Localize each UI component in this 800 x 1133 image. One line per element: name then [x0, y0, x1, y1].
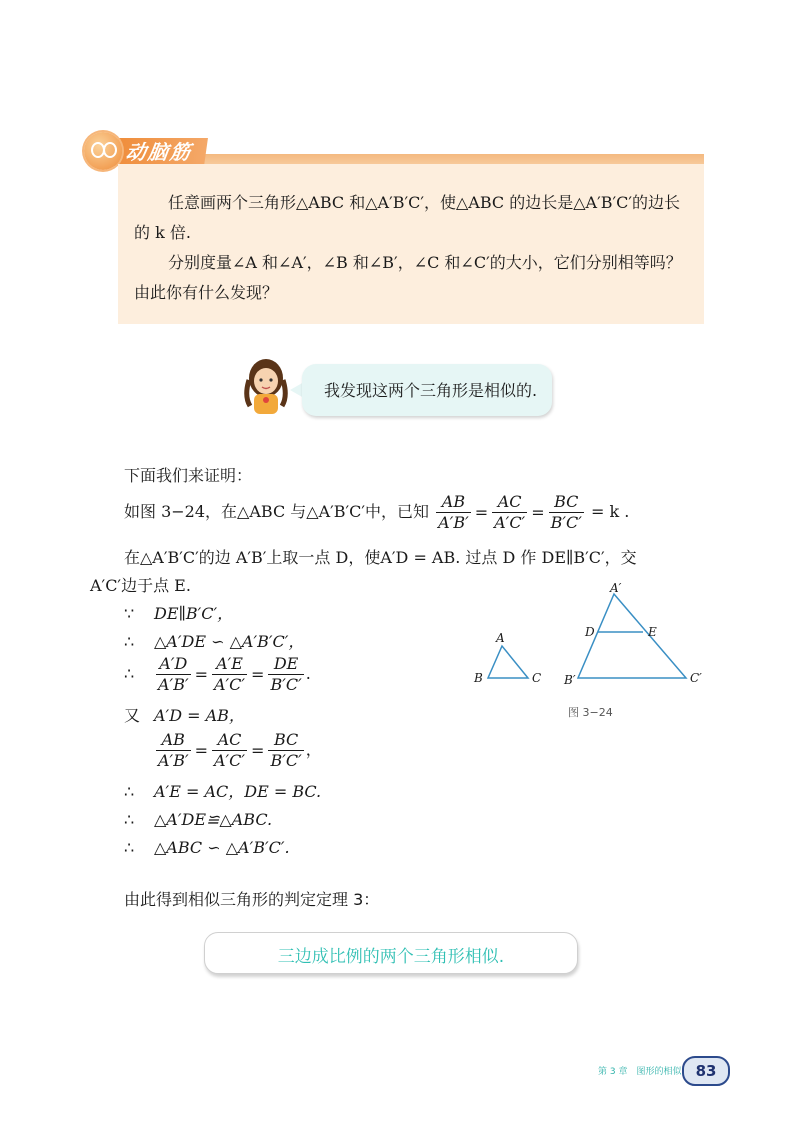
denominator: A′C′ [213, 675, 246, 694]
speech-text: 我发现这两个三角形是相似的. [324, 381, 538, 400]
equals-sign: = [251, 740, 265, 760]
proof-step-text: A′E = AC，DE = BC. [154, 782, 322, 801]
label-a: A [496, 631, 505, 645]
theorem-text: 三边成比例的两个三角形相似. [277, 947, 505, 967]
equals-sign: = [531, 502, 545, 522]
again-word: 又 [124, 706, 141, 725]
proof-construct-2: A′C′边于点 E. [90, 576, 191, 595]
label-a-prime: A′ [610, 582, 622, 595]
label-c-prime: C′ [690, 671, 702, 685]
numerator: AC [212, 730, 247, 751]
therefore-symbol: ∴ [124, 664, 135, 683]
denominator: B′C′ [270, 675, 302, 694]
fraction [549, 492, 584, 533]
equals-sign: = [194, 740, 208, 760]
because-symbol: ∵ [124, 604, 135, 623]
page-number: 83 [695, 1062, 717, 1080]
numerator: BC [549, 492, 584, 513]
denominator: A′C′ [494, 513, 526, 532]
denominator: B′C′ [270, 751, 302, 770]
proof-step-5 [154, 730, 322, 771]
proof-construct-1: 在△A′B′C′的边 A′B′上取一点 D，使A′D = AB. 过点 D 作 DE∥B′C′，交 [124, 548, 637, 567]
proof-step-1 [124, 602, 233, 626]
numerator: AC [492, 492, 527, 513]
think-box [118, 164, 704, 324]
conclusion-text: 由此得到相似三角形的判定定理 3： [124, 890, 380, 909]
small-triangle [488, 646, 528, 678]
numerator: DE [268, 654, 303, 675]
fraction [212, 654, 247, 695]
think-line-1: 任意画两个三角形△ABC 和△A′B′C′，使△ABC 的边长是△A′B′C′的边长 [168, 193, 681, 212]
triangle-figure [462, 582, 722, 702]
proof-step-text: △A′DE ∽ △A′B′C′， [154, 632, 305, 651]
figure-caption: 图 3−24 [568, 706, 613, 719]
proof-step-text: △ABC ∽ △A′B′C′. [154, 838, 290, 857]
numerator: BC [268, 730, 303, 751]
proof-step-text: △A′DE≌△ABC. [154, 810, 273, 829]
proof-step-2 [124, 630, 304, 654]
proof-step-7 [124, 808, 272, 832]
numerator: AB [156, 730, 191, 751]
denominator: A′C′ [213, 751, 246, 770]
proof-given [124, 492, 629, 533]
section-title: 动脑筋 [114, 138, 208, 166]
equals-sign: = [251, 664, 265, 684]
girl-avatar-icon [238, 356, 294, 416]
period: . [305, 664, 311, 683]
label-b: B [474, 671, 483, 685]
equals-sign: = [474, 502, 489, 522]
proof-step-3 [124, 654, 311, 695]
speech-bubble [302, 364, 552, 416]
page-number-badge [682, 1056, 730, 1086]
denominator: A′B′ [438, 513, 469, 532]
label-e: E [648, 625, 657, 639]
fraction [212, 730, 247, 771]
fraction [492, 492, 527, 533]
think-icon [84, 132, 122, 170]
proof-step-text: DE∥B′C′， [154, 604, 234, 623]
numerator: A′E [212, 654, 247, 675]
fraction [436, 492, 471, 533]
think-line-2: 的 k 倍. [134, 223, 191, 242]
proof-intro: 下面我们来证明： [124, 466, 253, 485]
theorem-box [204, 932, 578, 974]
label-d: D [585, 625, 595, 639]
numerator: AB [436, 492, 471, 513]
equals-sign: = [194, 664, 208, 684]
denominator: A′B′ [158, 751, 189, 770]
therefore-symbol: ∴ [124, 810, 135, 829]
fraction [268, 730, 303, 771]
denominator: B′C′ [550, 513, 582, 532]
proof-step-6 [124, 780, 321, 804]
proof-given-prefix: 如图 3−24，在△ABC 与△A′B′C′中，已知 [124, 502, 430, 521]
numerator: A′D [156, 654, 191, 675]
therefore-symbol: ∴ [124, 782, 135, 801]
fraction [156, 730, 191, 771]
think-line-3: 分别度量∠A 和∠A′，∠B 和∠B′，∠C 和∠C′的大小，它们分别相等吗？ [168, 253, 682, 272]
fraction [268, 654, 303, 695]
denominator: A′B′ [158, 675, 189, 694]
comma: ， [305, 740, 322, 759]
fraction [156, 654, 191, 695]
think-line-4: 由此你有什么发现？ [134, 283, 279, 302]
label-c: C [532, 671, 542, 685]
therefore-symbol: ∴ [124, 838, 135, 857]
proof-step-text: A′D = AB， [154, 706, 245, 725]
proof-step-4 [124, 704, 245, 728]
proof-step-8 [124, 836, 290, 860]
chapter-footer: 第 3 章 图形的相似 [598, 1067, 682, 1077]
therefore-symbol: ∴ [124, 632, 135, 651]
proof-given-suffix: = k . [590, 502, 630, 521]
label-b-prime: B′ [564, 673, 576, 687]
